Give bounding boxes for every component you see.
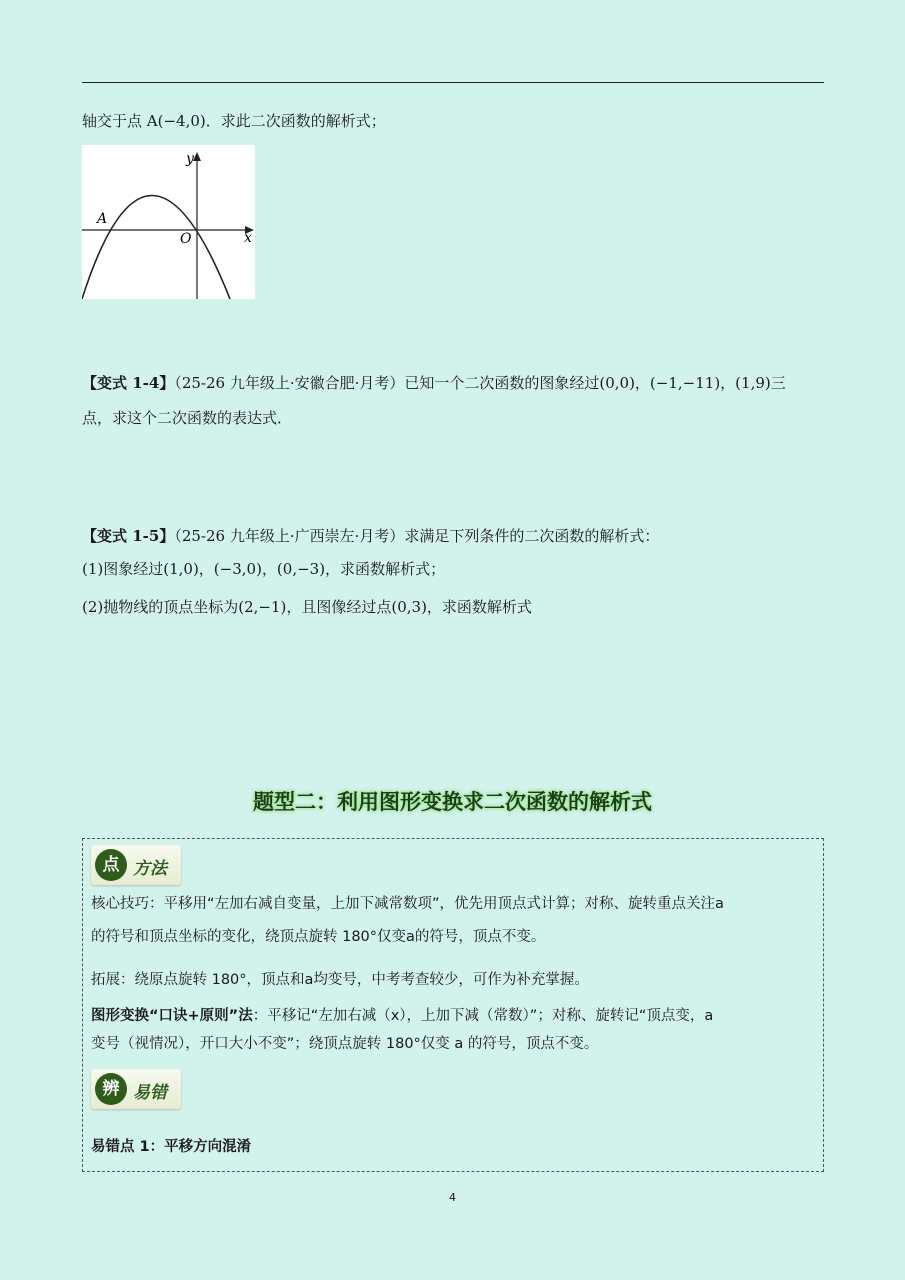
error-badge-char: 辨 — [95, 1073, 127, 1105]
page-number: 4 — [449, 1191, 456, 1204]
y-axis-arrow — [193, 152, 201, 161]
variant-1-5-q1: (1)图象经过(1,0)，(−3,0)，(0,−3)，求函数解析式； — [82, 560, 446, 578]
error-badge — [91, 1069, 181, 1109]
method-badge-text: 方法 — [133, 859, 167, 879]
method-p3-line1 — [91, 1006, 713, 1026]
point-a-label: A — [97, 211, 108, 227]
variant-1-4-line2: 点，求这个二次函数的表达式． — [82, 409, 293, 427]
variant-1-4-tag: 【变式 1-4】 — [82, 374, 175, 392]
method-badge-char: 点 — [95, 849, 127, 881]
method-badge — [91, 845, 181, 885]
method-p2: 拓展：绕原点旋转 180°，顶点和a均变号，中考考查较少，可作为补充掌握。 — [91, 972, 589, 988]
variant-1-5-text1: （25-26 九年级上·广西崇左·月考）求满足下列条件的二次函数的解析式： — [174, 527, 660, 545]
origin-label: O — [180, 231, 192, 247]
y-axis-label: y — [186, 151, 194, 167]
error-badge-text: 易错 — [133, 1083, 167, 1103]
method-p3-text: ：平移记“左加右减（x），上加下减（常数）”；对称、旋转记“顶点变，a — [252, 1008, 714, 1024]
method-p3-line2: 变号（视情况），开口大小不变”；绕顶点旋转 180°仅变 a 的符号，顶点不变。 — [91, 1036, 599, 1052]
method-p1-line2: 的符号和顶点坐标的变化，绕顶点旋转 180°仅变a的符号，顶点不变。 — [91, 929, 546, 945]
method-p1-line1: 核心技巧：平移用“左加右减自变量，上加下减常数项”，优先用顶点式计算；对称、旋转重点关注a — [91, 896, 724, 912]
section-title: 题型二：利用图形变换求二次函数的解析式 — [253, 790, 652, 814]
method-p3-bold: 图形变换“口诀+原则”法 — [91, 1008, 253, 1024]
question-continuation: 轴交于点 A(−4,0)．求此二次函数的解析式； — [82, 112, 386, 130]
x-axis-label: x — [244, 230, 252, 246]
variant-1-4-line1 — [82, 373, 786, 393]
method-box — [82, 838, 824, 1172]
parabola-svg — [82, 145, 255, 299]
parabola-graph — [82, 145, 255, 299]
header-rule — [82, 82, 824, 83]
variant-1-4-text1: （25-26 九年级上·安徽合肥·月考）已知一个二次函数的图象经过(0,0)，(−1,−11)，(1,9)三 — [174, 374, 786, 392]
variant-1-5-q2: (2)抛物线的顶点坐标为(2,−1)，且图像经过点(0,3)，求函数解析式 — [82, 598, 532, 616]
variant-1-5-tag: 【变式 1-5】 — [82, 527, 175, 545]
variant-1-5-line1 — [82, 526, 659, 546]
error-point-1: 易错点 1：平移方向混淆 — [91, 1139, 252, 1155]
